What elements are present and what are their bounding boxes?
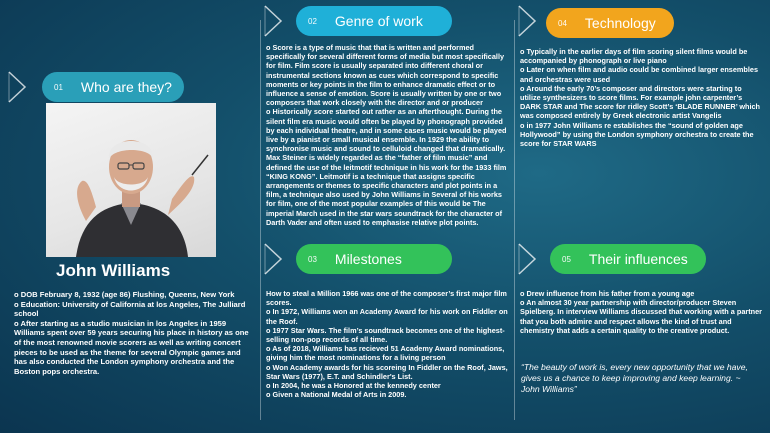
milestone-item: o As of 2018, Williams has recieved 51 Academy Award nominations, giving him the most nominations for a living person xyxy=(266,344,505,363)
influences-text-block xyxy=(520,289,764,335)
technology-paragraph: o Typically in the earlier days of film scoring silent films would be accompanied by phonograph or live piano xyxy=(520,47,748,66)
genre-paragraph: o Historically score started out rather as an afterthought. During the silent film era music would often be played by phonograph provided by each individual theatre, and in some cases music would be played live by a pianist or small musical ensemble. In 1929 the ability to synchronise music and sound to celluloid changed that dramatically. Max Steiner is widely regarded as the “father of film music” and defined the use of the leitmotif technique in his work for the 1933 film “KING KONG”. Leitmotif is a technique that assigns specific arrangements or themes to specific characters and plot points in a film, a technique also used by John Williams in Several of his works for film, one of the most popular examples of this would be The imperial March used in the star wars soundtrack for the character of Darth Vader and often used to emphasise relative plot points. xyxy=(266,107,507,227)
column-divider-left xyxy=(260,20,261,420)
section-number: 01 xyxy=(54,82,63,92)
portrait-photo xyxy=(46,103,216,257)
section-number: 04 xyxy=(558,18,567,28)
milestone-item: o In 1972, Williams won an Academy Award for his work on Fiddler on the Roof. xyxy=(266,307,508,326)
section-header-influences xyxy=(550,244,706,274)
influence-item: o Drew influence from his father from a young age xyxy=(520,289,695,298)
technology-paragraph: o Around the early 70’s composer and directors were starting to utilize synthesizers to score films. For example john carpenter’s DARK STAR and The score for ridley Scott’s ‘BLADE RUNNER’ which was composed entirely by Greek electronic artist Vangelis xyxy=(520,83,761,121)
chevron-right-icon xyxy=(516,4,538,38)
section-header-milestones xyxy=(296,244,452,274)
milestone-item: o Won Academy awards for his scoreing In Fiddler on the Roof, Jaws, Star Wars (1977), E.T. and Schindler's List. xyxy=(266,362,508,381)
milestone-item: How to steal a Million 1966 was one of the composer’s first major film scores. xyxy=(266,289,507,308)
section-number: 05 xyxy=(562,254,571,264)
chevron-right-icon xyxy=(516,242,538,276)
quote-text: “The beauty of work is, every new opportunity that we have, gives us a chance to keep improving and keep learning. ~ John Williams” xyxy=(521,362,748,394)
bio-line: o Education: University of California at los Angeles, The Julliard school xyxy=(14,299,246,319)
section-header-technology xyxy=(546,8,674,38)
genre-text-block xyxy=(266,43,509,227)
section-title: Milestones xyxy=(334,251,402,267)
section-number: 03 xyxy=(308,254,317,264)
section-title: Technology xyxy=(584,15,656,31)
section-header-who xyxy=(42,72,184,102)
bio-block xyxy=(14,290,250,376)
technology-paragraph: o Later on when film and audio could be combined larger ensembles and orchestras were used xyxy=(520,65,759,84)
person-name: John Williams xyxy=(56,261,171,280)
section-title: Who are they? xyxy=(80,79,172,95)
bio-line: o After starting as a studio musician in los Angeles in 1959 Williams spent over 59 years securing his place in history as one of the most renowned movie scorers as well as writing concert pieces to be used as the theme for several Olympic games and has also conducted the London symphony orchestra and the Boston pops orchestra. xyxy=(14,318,249,376)
technology-paragraph: o in 1977 John Williams re establishes the “sound of golden age Hollywood” by using the London symphony orchestra to create the score for STAR WARS xyxy=(520,120,754,149)
milestones-text-block xyxy=(266,289,509,399)
milestone-item: o In 2004, he was a Honored at the kennedy center xyxy=(266,381,441,391)
chevron-right-icon xyxy=(262,4,284,38)
genre-paragraph: o Score is a type of music that that is written and performed specifically for several different forms of media but most specifically for film. Film score is usually separated into different choral or instrumental sections known as cues which correspond to specific moments or key points in the film to enhance dramatic effect or to influence a sense of emotion. Score is usually written by one or two composers that work closely with the director and or producer xyxy=(266,43,505,108)
bio-line: o DOB February 8, 1932 (age 86) Flushing, Queens, New York xyxy=(14,290,235,299)
chevron-right-icon xyxy=(6,70,28,104)
section-number: 02 xyxy=(308,16,317,26)
technology-text-block xyxy=(520,47,764,148)
section-title: Genre of work xyxy=(334,13,423,29)
milestone-item: o 1977 Star Wars. The film’s soundtrack becomes one of the highest-selling non-pop records of all time. xyxy=(266,325,505,345)
section-header-genre xyxy=(296,6,452,36)
influence-item: o An almost 30 year partnership with director/producer Steven Spielberg. In interview Williams discussed that working with a partner that you both admire and respect allows the kind of trust and chemistry that adds a certain quality to the creative product. xyxy=(520,298,763,335)
column-divider-right xyxy=(514,20,515,420)
chevron-right-icon xyxy=(262,242,284,276)
milestone-item: o Given a National Medal of Arts in 2009. xyxy=(266,390,407,400)
section-title: Their influences xyxy=(588,251,688,267)
